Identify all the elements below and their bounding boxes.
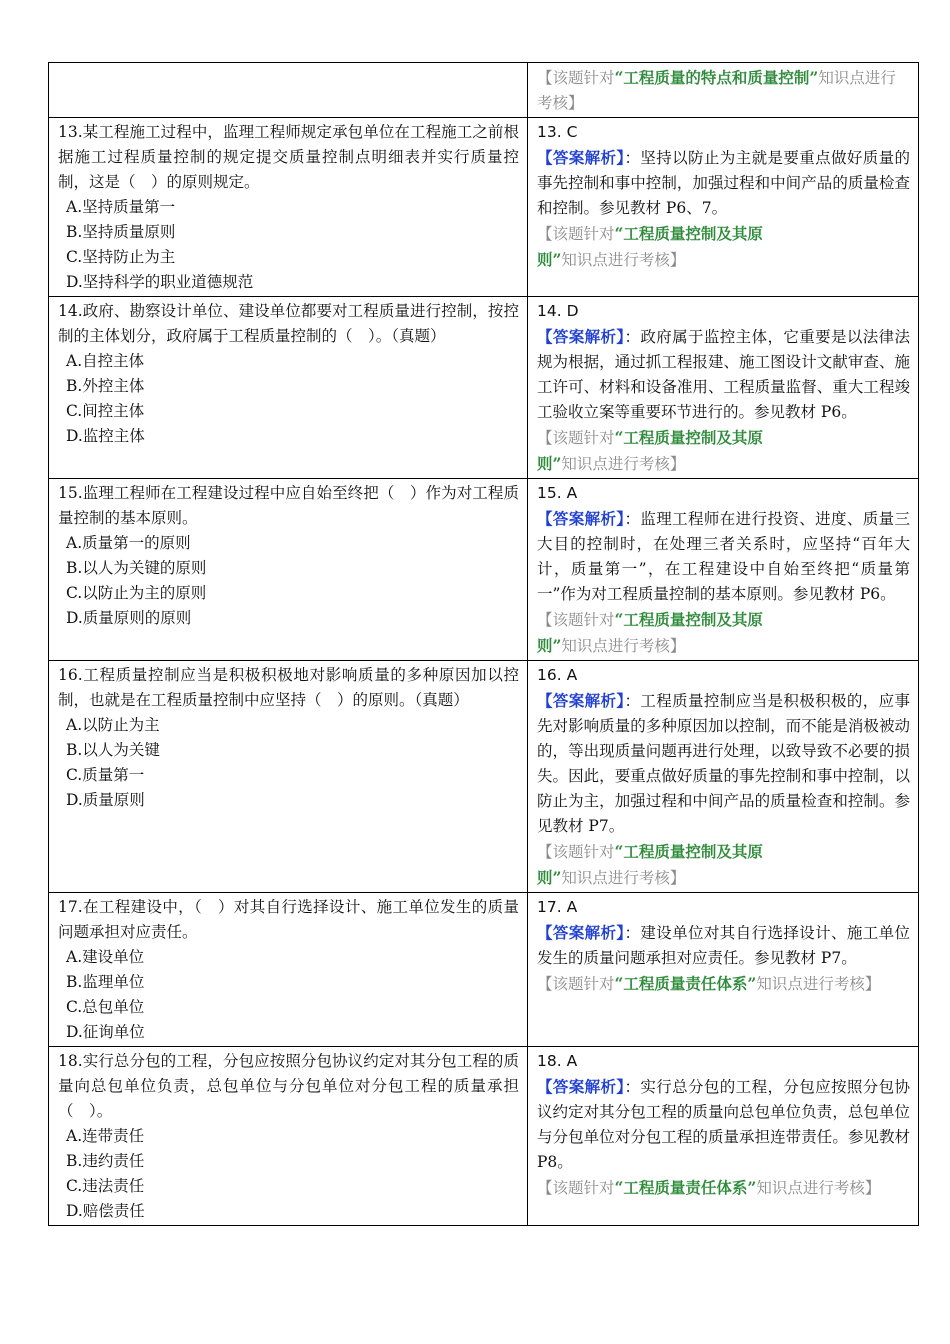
topic-note [537, 1175, 910, 1201]
topic-note [537, 221, 910, 273]
topic-note [537, 971, 910, 997]
answer-option: C.质量第一 [66, 766, 145, 784]
answer-explanation-text: ：监理工程师在进行投资、进度、质量三大目的控制时，在处理三者关系时，应坚持“百年大计，质量第一”，在工程建设中自始至终把“质量第一”作为对工程质量控制的基本原则。参见教材 P6。 [537, 510, 910, 603]
answer-option: A.连带责任 [66, 1127, 145, 1145]
answer-explanation [537, 920, 910, 971]
answer-explanation-tag: 【答案解析】 [537, 1077, 625, 1096]
note-topic: “工程质量控制及其原则” [537, 428, 763, 473]
answer-cell [528, 1047, 919, 1226]
answer-option: A.自控主体 [66, 352, 145, 370]
question-cell [49, 297, 528, 479]
question-stem: 15.监理工程师在工程建设过程中应自始至终把（ ）作为对工程质量控制的基本原则。 [58, 484, 519, 527]
topic-note [537, 839, 910, 891]
answer-number: 17. A [537, 898, 578, 916]
answer-option: D.坚持科学的职业道德规范 [66, 273, 254, 291]
answer-option: B.坚持质量原则 [66, 223, 176, 241]
answer-option: B.以人为关键的原则 [66, 559, 207, 577]
table-row [49, 893, 919, 1047]
question-cell [49, 118, 528, 297]
answer-cell [528, 479, 919, 661]
note-prefix: 【该题针对 [537, 225, 615, 243]
answer-explanation-tag: 【答案解析】 [537, 148, 625, 167]
note-topic: “工程质量控制及其原则” [537, 224, 763, 269]
answer-option: A.建设单位 [66, 948, 145, 966]
answer-option: A.坚持质量第一 [66, 198, 176, 216]
answer-cell [528, 661, 919, 893]
note-suffix: 知识点进行考核】 [537, 69, 896, 112]
note-prefix: 【该题针对 [537, 429, 615, 447]
note-suffix: 知识点进行考核】 [561, 637, 686, 655]
table-row [49, 661, 919, 893]
note-prefix: 【该题针对 [537, 975, 615, 993]
topic-note [537, 425, 910, 477]
answer-explanation [537, 1074, 910, 1175]
question-cell-empty [49, 63, 528, 118]
note-suffix: 知识点进行考核】 [756, 1179, 881, 1197]
note-suffix: 知识点进行考核】 [561, 251, 686, 269]
question-stem: 13.某工程施工过程中，监理工程师规定承包单位在工程施工之前根据施工过程质量控制的规定提交质量控制点明细表并实行质量控制，这是（ ）的原则规定。 [58, 123, 519, 191]
table-row [49, 118, 919, 297]
question-stem: 16.工程质量控制应当是积极积极地对影响质量的多种原因加以控制，也就是在工程质量控制中应坚持（ ）的原则。（真题） [58, 666, 519, 709]
answer-number: 13. C [537, 123, 578, 141]
answer-explanation-text: ：坚持以防止为主就是要重点做好质量的事先控制和事中控制，加强过程和中间产品的质量检查和控制。参见教材 P6、7。 [537, 149, 910, 217]
note-suffix: 知识点进行考核】 [561, 455, 686, 473]
answer-explanation-text: ：实行总分包的工程，分包应按照分包协议约定对其分包工程的质量向总包单位负责，总包单位与分包单位对分包工程的质量承担连带责任。参见教材 P8。 [537, 1078, 910, 1171]
answer-explanation [537, 145, 910, 221]
question-cell [49, 479, 528, 661]
answer-option: D.质量原则的原则 [66, 609, 192, 627]
answer-explanation [537, 506, 910, 607]
answer-cell [528, 118, 919, 297]
answer-explanation-text: ：建设单位对其自行选择设计、施工单位发生的质量问题承担对应责任。参见教材 P7。 [537, 924, 910, 967]
note-suffix: 知识点进行考核】 [561, 869, 686, 887]
answer-option: D.监控主体 [66, 427, 145, 445]
answer-explanation-tag: 【答案解析】 [537, 509, 625, 528]
note-topic: “工程质量控制及其原则” [537, 610, 763, 655]
answer-option: D.赔偿责任 [66, 1202, 145, 1220]
answer-number: 15. A [537, 484, 578, 502]
table-row [49, 297, 919, 479]
note-prefix: 【该题针对 [537, 611, 615, 629]
note-topic: “工程质量责任体系” [614, 1178, 757, 1197]
question-cell [49, 661, 528, 893]
answer-option: B.违约责任 [66, 1152, 145, 1170]
answer-option: B.监理单位 [66, 973, 145, 991]
answer-explanation-tag: 【答案解析】 [537, 327, 625, 346]
answer-option: B.以人为关键 [66, 741, 160, 759]
note-topic: “工程质量的特点和质量控制” [614, 68, 819, 87]
answer-number: 16. A [537, 666, 578, 684]
answer-cell [528, 893, 919, 1047]
answer-cell [528, 297, 919, 479]
question-stem: 17.在工程建设中，（ ）对其自行选择设计、施工单位发生的质量问题承担对应责任。 [58, 898, 519, 941]
note-prefix: 【该题针对 [537, 1179, 615, 1197]
answer-cell [528, 63, 919, 118]
note-topic: “工程质量责任体系” [614, 974, 757, 993]
question-cell [49, 1047, 528, 1226]
answer-explanation-tag: 【答案解析】 [537, 691, 625, 710]
question-answer-table [48, 62, 919, 1226]
answer-explanation [537, 324, 910, 425]
answer-option: D.征询单位 [66, 1023, 145, 1041]
answer-option: D.质量原则 [66, 791, 145, 809]
answer-explanation-text: ：工程质量控制应当是积极积极的，应事先对影响质量的多种原因加以控制，而不能是消极被动的，等出现质量问题再进行处理，以致导致不必要的损失。因此，要重点做好质量的事先控制和事中控制，以防止为主，加强过程和中间产品的质量检查和控制。参见教材 P7。 [537, 692, 910, 835]
answer-option: A.质量第一的原则 [66, 534, 191, 552]
note-prefix: 【该题针对 [537, 843, 615, 861]
answer-number: 14. D [537, 302, 579, 320]
answer-option: A.以防止为主 [66, 716, 160, 734]
table-row [49, 1047, 919, 1226]
table-row [49, 479, 919, 661]
question-stem: 18.实行总分包的工程，分包应按照分包协议约定对其分包工程的质量向总包单位负责，总包单位与分包单位对分包工程的质量承担（ ）。 [58, 1052, 519, 1120]
question-cell [49, 893, 528, 1047]
answer-explanation [537, 688, 910, 839]
answer-option: C.总包单位 [66, 998, 145, 1016]
answer-option: C.坚持防止为主 [66, 248, 176, 266]
answer-number: 18. A [537, 1052, 578, 1070]
answer-option: C.以防止为主的原则 [66, 584, 207, 602]
note-topic: “工程质量控制及其原则” [537, 842, 763, 887]
table-row [49, 63, 919, 118]
answer-option: B.外控主体 [66, 377, 145, 395]
note-prefix: 【该题针对 [537, 69, 615, 87]
topic-note [537, 65, 910, 116]
answer-option: C.违法责任 [66, 1177, 145, 1195]
answer-option: C.间控主体 [66, 402, 145, 420]
note-suffix: 知识点进行考核】 [756, 975, 881, 993]
answer-explanation-tag: 【答案解析】 [537, 923, 625, 942]
answer-explanation-text: ：政府属于监控主体，它重要是以法律法规为根据，通过抓工程报建、施工图设计文献审查、施工许可、材料和设备准用、工程质量监督、重大工程竣工验收立案等重要环节进行的。参见教材 P6。 [537, 328, 910, 421]
topic-note [537, 607, 910, 659]
question-stem: 14.政府、勘察设计单位、建设单位都要对工程质量进行控制，按控制的主体划分，政府属于工程质量控制的（ ）。（真题） [58, 302, 519, 345]
